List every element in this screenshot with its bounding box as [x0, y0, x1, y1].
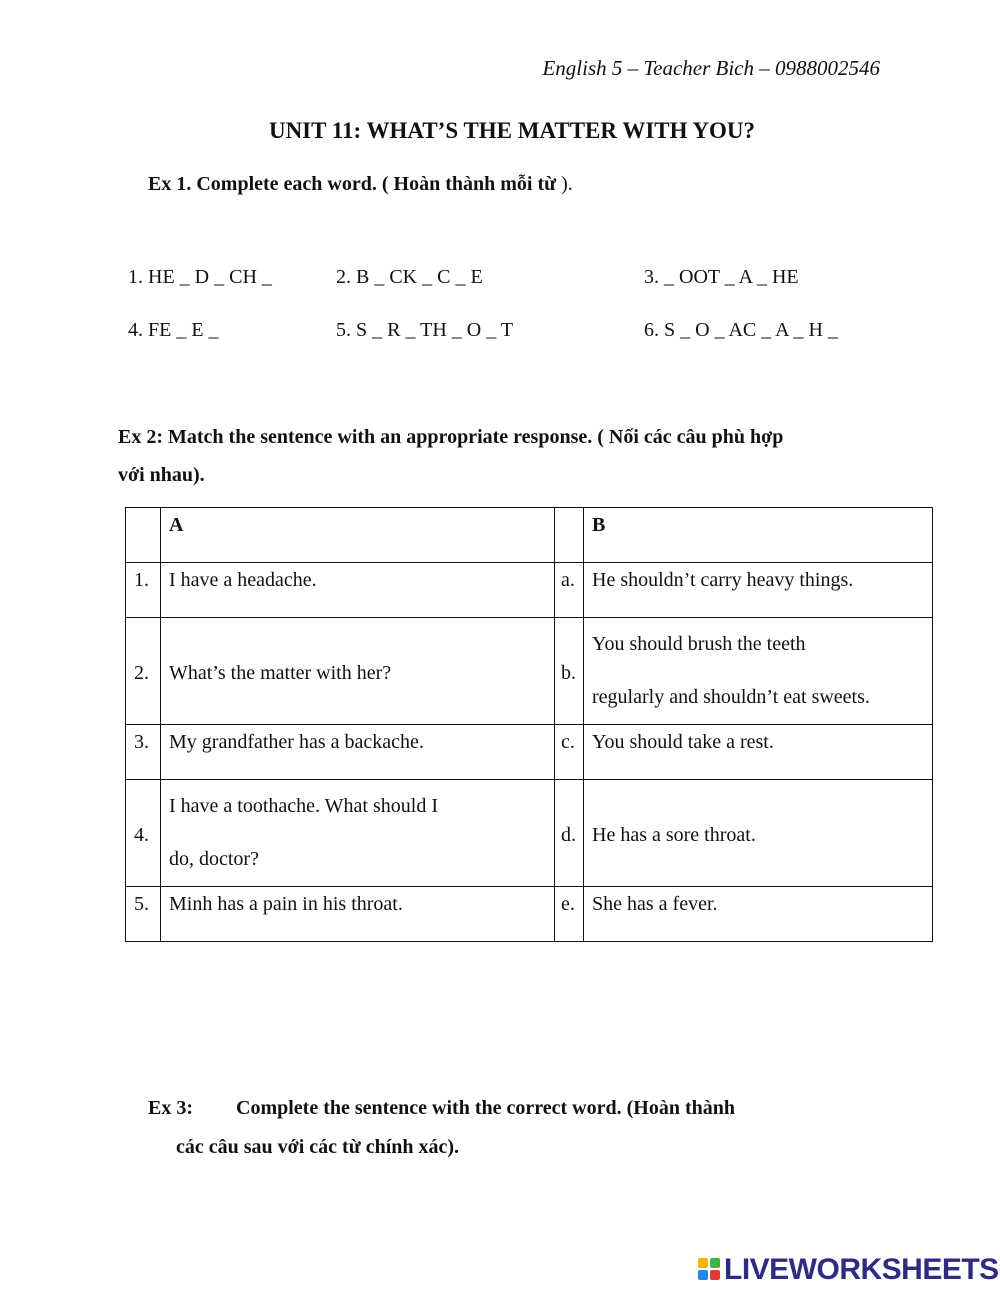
page-header: English 5 – Teacher Bich – 0988002546	[542, 56, 880, 80]
sentence-a	[161, 780, 555, 887]
logo-square-icon	[698, 1258, 708, 1268]
word-item-4: 4. FE _ E _	[128, 319, 219, 341]
ex2-line-1: Ex 2: Match the sentence with an appropriate response. ( Nối các câu phù hợp	[118, 426, 784, 448]
ex3-instruction	[148, 1097, 735, 1120]
response-b: She has a fever.	[584, 887, 933, 942]
logo-square-icon	[710, 1270, 720, 1280]
sentence-a-line-1: I have a toothache. What should I	[169, 795, 438, 817]
header-num-cell	[126, 508, 161, 563]
matching-table	[125, 507, 933, 942]
row-letter: c.	[555, 725, 584, 780]
ex1-instruction	[148, 173, 573, 196]
word-item-3: 3. _ OOT _ A _ HE	[644, 266, 799, 288]
table-row	[126, 887, 933, 942]
table-row	[126, 563, 933, 618]
row-letter: e.	[555, 887, 584, 942]
sentence-a: Minh has a pain in his throat.	[161, 887, 555, 942]
logo-square-icon	[710, 1258, 720, 1268]
table-row	[126, 618, 933, 725]
sentence-a: I have a headache.	[161, 563, 555, 618]
sentence-a-line-2: do, doctor?	[169, 848, 259, 870]
row-letter: d.	[555, 780, 584, 887]
header-letter-cell	[555, 508, 584, 563]
row-number: 2.	[126, 618, 161, 725]
row-number: 3.	[126, 725, 161, 780]
word-item-1: 1. HE _ D _ CH _	[128, 266, 272, 288]
ex1-close: ).	[561, 173, 573, 195]
word-item-2: 2. B _ CK _ C _ E	[336, 266, 483, 288]
table-header-row	[126, 508, 933, 563]
row-letter: b.	[555, 618, 584, 725]
ex2-instruction	[118, 418, 918, 494]
row-number: 5.	[126, 887, 161, 942]
ex2-line-2: với nhau).	[118, 464, 205, 486]
sentence-a: My grandfather has a backache.	[161, 725, 555, 780]
logo-square-icon	[698, 1270, 708, 1280]
row-number: 1.	[126, 563, 161, 618]
column-a-header: A	[161, 508, 555, 563]
column-b-header: B	[584, 508, 933, 563]
response-b-line-2: regularly and shouldn’t eat sweets.	[592, 686, 870, 708]
response-b-line-1: You should brush the teeth	[592, 633, 806, 655]
table-row	[126, 725, 933, 780]
ex3-line-1: Complete the sentence with the correct word. (Hoàn thành	[236, 1097, 735, 1119]
word-item-6: 6. S _ O _ AC _ A _ H _	[644, 319, 838, 341]
row-number: 4.	[126, 780, 161, 887]
liveworksheets-logo	[698, 1253, 999, 1287]
response-b	[584, 618, 933, 725]
logo-mark-icon	[698, 1258, 722, 1282]
logo-text: LIVEWORKSHEETS	[724, 1253, 999, 1286]
response-b: You should take a rest.	[584, 725, 933, 780]
row-letter: a.	[555, 563, 584, 618]
response-b: He has a sore throat.	[584, 780, 933, 887]
page-title: UNIT 11: WHAT’S THE MATTER WITH YOU?	[268, 118, 756, 143]
response-b: He shouldn’t carry heavy things.	[584, 563, 933, 618]
ex3-line-2: các câu sau với các từ chính xác).	[176, 1136, 460, 1158]
table-row	[126, 780, 933, 887]
ex3-label: Ex 3:	[148, 1097, 193, 1119]
ex1-label: Ex 1. Complete each word. ( Hoàn thành mỗi từ	[148, 173, 557, 195]
sentence-a: What’s the matter with her?	[161, 618, 555, 725]
word-item-5: 5. S _ R _ TH _ O _ T	[336, 319, 514, 341]
